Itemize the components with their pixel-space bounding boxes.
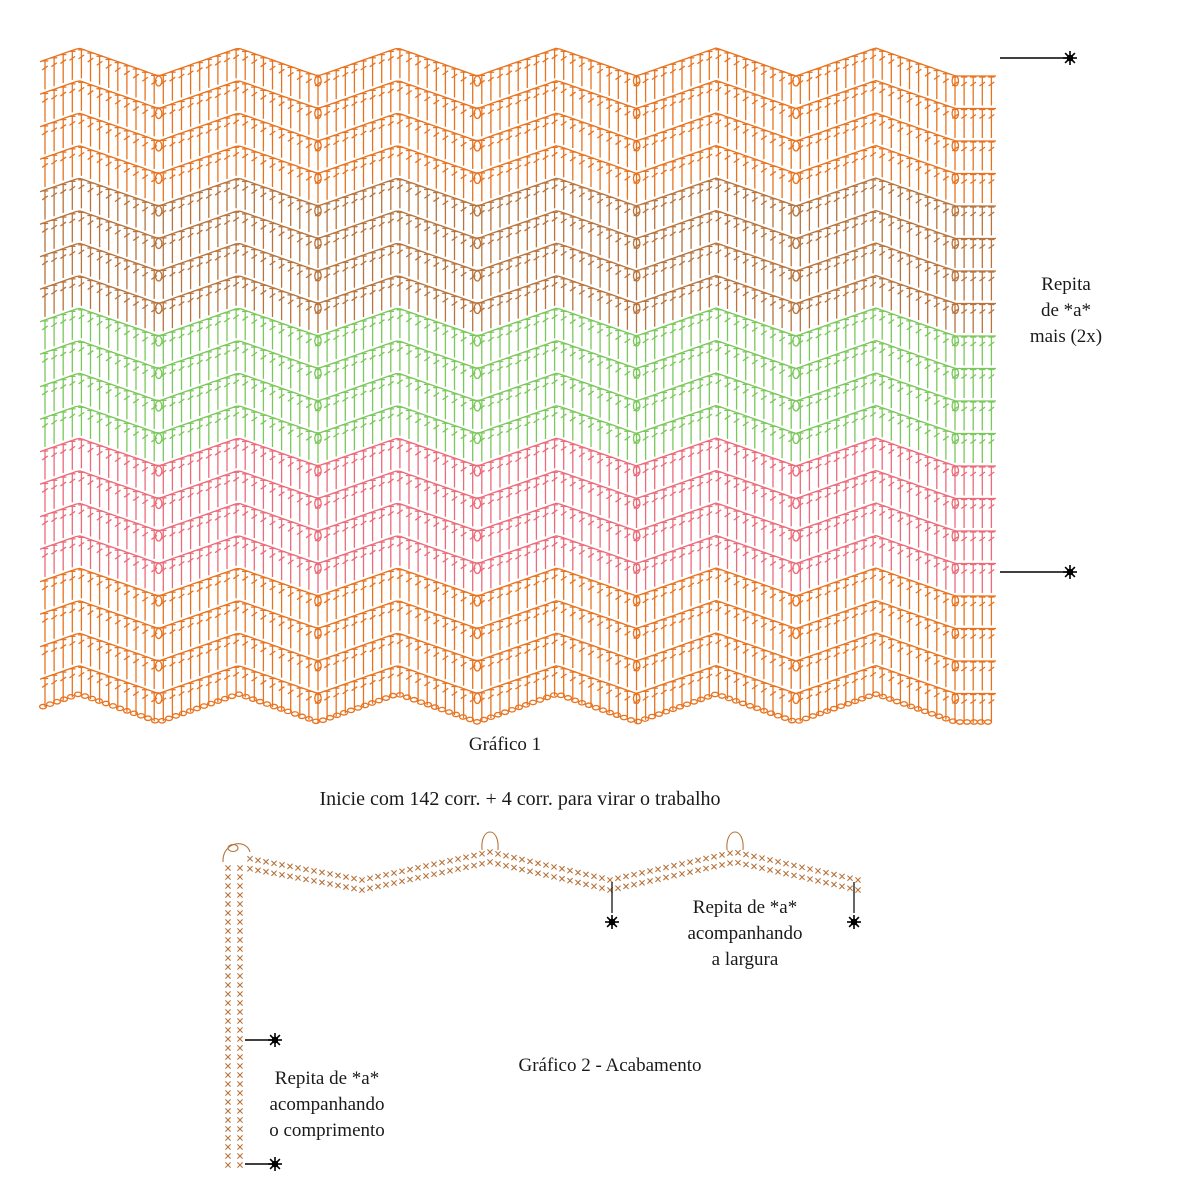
repeat-width-line-3: a largura xyxy=(711,949,779,970)
graph-2-repeat-length-note xyxy=(242,1066,412,1144)
repeat-note-line-2: de *a* xyxy=(1040,300,1092,321)
star-burst-icon xyxy=(245,1157,282,1171)
graph-1-title: Gráfico 1 xyxy=(468,734,542,755)
star-burst-icon xyxy=(1000,51,1077,65)
star-burst-icon xyxy=(1000,565,1077,579)
repeat-note-line-3: mais (2x) xyxy=(1029,326,1103,347)
repeat-length-line-1: Repita de *a* xyxy=(274,1068,380,1089)
repeat-note-line-1: Repita xyxy=(1041,274,1091,295)
graph-1-repeat-note xyxy=(1010,272,1122,350)
star-burst-icon xyxy=(605,915,619,929)
repeat-width-line-1: Repita de *a* xyxy=(692,897,798,918)
foundation-chain xyxy=(40,692,992,724)
corner-loop xyxy=(223,844,250,862)
star-burst-icon xyxy=(245,1033,282,1047)
corner-chain xyxy=(228,845,238,852)
picot-loop xyxy=(727,832,743,850)
repeat-length-line-2: acompanhando xyxy=(269,1094,385,1115)
repeat-length-line-3: o comprimento xyxy=(269,1120,385,1141)
graph-2-title: Gráfico 2 - Acabamento xyxy=(518,1055,702,1076)
graph-1-zigzag-chart xyxy=(40,48,996,724)
repeat-width-line-2: acompanhando xyxy=(687,923,803,944)
picot-loop xyxy=(482,832,498,850)
star-burst-icon xyxy=(847,915,861,929)
graph-2-repeat-width-note xyxy=(655,895,835,973)
graph-1-caption: Inicie com 142 corr. + 4 corr. para virar o trabalho xyxy=(319,788,721,810)
